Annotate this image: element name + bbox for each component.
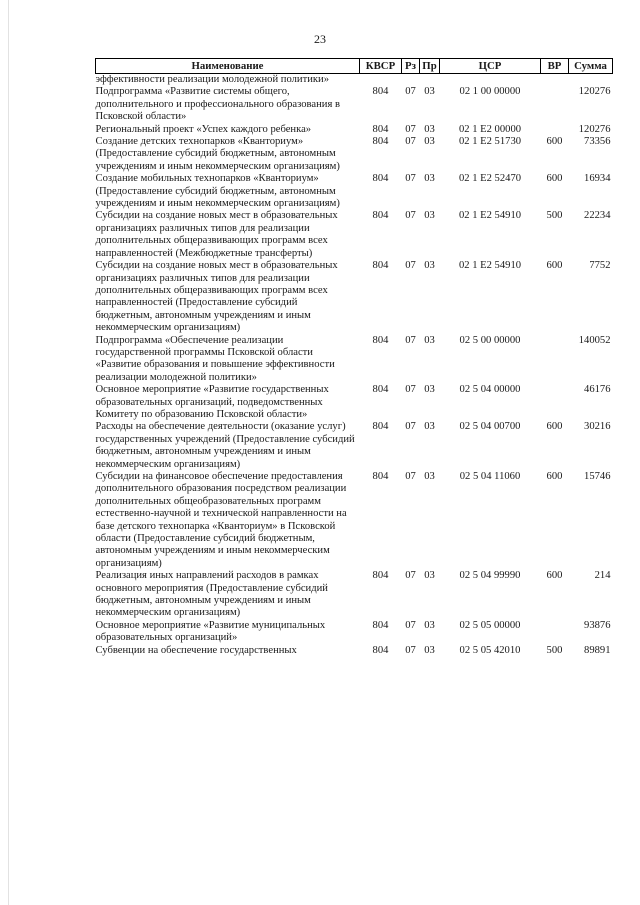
row-pr: 03	[424, 334, 435, 346]
row-sum: 15746	[584, 471, 611, 482]
row-sum: 7752	[589, 260, 611, 272]
row-rz: 07	[405, 334, 416, 346]
row-sum: 214	[594, 570, 611, 582]
row-name: Региональный проект «Успех каждого ребенка»	[95, 123, 312, 135]
table-row	[96, 210, 613, 260]
row-sum: 140052	[578, 334, 611, 346]
row-rz: 07	[405, 123, 416, 135]
row-rz: 07	[405, 570, 416, 582]
row-pr: 03	[424, 136, 435, 148]
header-csr: ЦСР	[440, 59, 541, 74]
table-row	[96, 645, 613, 657]
row-csr: 02 1 E2 52470	[458, 173, 522, 185]
row-csr: 02 5 04 99990	[459, 570, 521, 582]
scan-edge	[8, 0, 9, 905]
header-sum: Сумма	[569, 59, 613, 74]
row-name: Создание детских технопарков «Кванториум» (Предоставление субсидий бюджетным, автономным учреждениям и иным некоммерческим организациям)	[95, 136, 340, 172]
row-rz: 07	[405, 644, 416, 656]
row-name: Субвенции на обеспечение государственных	[95, 644, 297, 656]
row-csr: 02 1 E2 54910	[458, 260, 522, 272]
row-vr: 600	[546, 136, 563, 148]
budget-table	[95, 58, 613, 657]
row-sum: 16934	[584, 173, 611, 185]
row-rz: 07	[405, 260, 416, 272]
row-vr: 600	[546, 570, 563, 582]
table-row	[96, 471, 613, 570]
row-kvsr: 804	[372, 619, 389, 631]
row-name: Субсидии на создание новых мест в образовательных организациях различных типов для реализации дополнительных общеразвивающих программ всех направленностей (Предоставление субсидий бюджетным, автономным учреждениям и иным некоммерческим организациям)	[95, 260, 338, 334]
table-row	[96, 260, 613, 334]
row-kvsr: 804	[372, 421, 389, 433]
table-row	[96, 86, 613, 123]
row-csr	[440, 74, 541, 87]
row-vr	[541, 620, 569, 645]
row-kvsr: 804	[372, 570, 389, 582]
row-name: Реализация иных направлений расходов в рамках основного мероприятия (Предоставление субсидий бюджетным, автономным учреждениям и иным некоммерческим организациям)	[95, 570, 328, 619]
table-row	[96, 124, 613, 136]
row-kvsr	[360, 74, 402, 87]
row-pr: 03	[424, 384, 435, 396]
row-pr: 03	[424, 471, 435, 482]
row-kvsr: 804	[372, 334, 389, 346]
row-pr: 03	[424, 210, 435, 222]
row-sum: 93876	[584, 619, 611, 631]
row-rz: 07	[405, 384, 416, 396]
row-name: эффективности реализации молодежной политики»	[95, 74, 329, 85]
table-row	[96, 173, 613, 210]
row-csr: 02 1 E2 54910	[458, 210, 522, 222]
row-vr: 600	[546, 471, 563, 482]
row-csr: 02 1 E2 51730	[458, 136, 522, 148]
row-pr: 03	[424, 644, 435, 656]
row-vr: 500	[546, 210, 563, 222]
row-vr	[541, 86, 569, 123]
row-pr: 03	[424, 173, 435, 185]
table-row	[96, 136, 613, 173]
row-csr: 02 5 04 11060	[459, 471, 521, 482]
table-row	[96, 570, 613, 620]
row-csr: 02 1 E2 00000	[458, 123, 522, 135]
row-vr: 600	[546, 260, 563, 272]
row-rz: 07	[405, 471, 416, 482]
row-pr: 03	[424, 260, 435, 272]
header-name: Наименование	[96, 59, 360, 74]
row-rz: 07	[405, 210, 416, 222]
row-vr	[541, 74, 569, 87]
row-name: Основное мероприятие «Развитие муниципальных образовательных организаций»	[95, 619, 326, 644]
row-name: Субсидии на создание новых мест в образовательных организациях различных типов для реализации дополнительных общеразвивающих программ всех направленностей (Межбюджетные трансферты)	[95, 210, 338, 259]
row-kvsr: 804	[372, 210, 389, 222]
row-csr: 02 5 05 42010	[459, 644, 521, 656]
row-csr: 02 5 00 00000	[459, 334, 521, 346]
row-kvsr: 804	[372, 86, 389, 98]
row-pr	[420, 74, 440, 87]
row-kvsr: 804	[372, 260, 389, 272]
table-row	[96, 421, 613, 471]
row-sum	[569, 74, 613, 87]
row-sum: 22234	[584, 210, 611, 222]
table-row	[96, 74, 613, 87]
table-row	[96, 384, 613, 421]
row-pr: 03	[424, 619, 435, 631]
row-name: Создание мобильных технопарков «Кванториум» (Предоставление субсидий бюджетным, автономным учреждениям и иным некоммерческим организациям)	[95, 173, 340, 210]
row-rz: 07	[405, 173, 416, 185]
row-rz	[402, 74, 420, 87]
row-pr: 03	[424, 123, 435, 135]
row-pr: 03	[424, 570, 435, 582]
row-kvsr: 804	[372, 173, 389, 185]
header-kvsr: КВСР	[360, 59, 402, 74]
row-kvsr: 804	[372, 384, 389, 396]
row-vr	[541, 384, 569, 421]
row-kvsr: 804	[372, 644, 389, 656]
row-name: Подпрограмма «Развитие системы общего, дополнительного и профессионального образования в Псковской области»	[95, 86, 340, 123]
row-csr: 02 5 04 00000	[459, 384, 521, 396]
row-csr: 02 1 00 00000	[459, 86, 521, 98]
header-pr: Пр	[420, 59, 440, 74]
row-sum: 89891	[584, 644, 611, 656]
row-sum: 30216	[584, 421, 611, 433]
row-rz: 07	[405, 619, 416, 631]
table-header-row	[96, 59, 613, 74]
row-sum: 120276	[578, 86, 611, 98]
row-kvsr: 804	[372, 123, 389, 135]
row-name: Расходы на обеспечение деятельности (оказание услуг) государственных учреждений (Предоставление субсидий бюджетным, автономным учреждениям и иным некоммерческим организациям)	[95, 421, 355, 470]
row-pr: 03	[424, 421, 435, 433]
row-name: Основное мероприятие «Развитие государственных образовательных организаций, подведомственных Комитету по образованию Псковской области»	[95, 384, 329, 420]
row-rz: 07	[405, 421, 416, 433]
row-rz: 07	[405, 86, 416, 98]
row-vr	[541, 124, 569, 136]
row-csr: 02 5 05 00000	[459, 619, 521, 631]
row-vr: 600	[546, 173, 563, 185]
row-name: Подпрограмма «Обеспечение реализации государственной программы Псковской области «Развитие образования и повышение эффективности реализации молодежной политики»	[95, 334, 335, 383]
row-sum: 73356	[584, 136, 611, 148]
row-csr: 02 5 04 00700	[459, 421, 521, 433]
row-vr: 600	[546, 421, 563, 433]
row-name: Субсидии на финансовое обеспечение предоставления дополнительного образования посредством реализации дополнительных общеобразовательных программ естественно-научной и технической направленности на базе детского технопарка «Кванториум» в Псковской области (Предоставление субсидий бюджетным, автономным учреждениям и иным некоммерческим организациям)	[95, 471, 347, 569]
header-vr: ВР	[541, 59, 569, 74]
page-number: 23	[314, 32, 326, 46]
row-pr: 03	[424, 86, 435, 98]
row-vr: 500	[546, 644, 563, 656]
row-kvsr: 804	[372, 471, 389, 482]
row-rz: 07	[405, 136, 416, 148]
row-kvsr: 804	[372, 136, 389, 148]
table-row	[96, 335, 613, 385]
row-sum: 46176	[584, 384, 611, 396]
table-row	[96, 620, 613, 645]
header-rz: Рз	[402, 59, 420, 74]
row-sum: 120276	[578, 123, 611, 135]
row-vr	[541, 335, 569, 385]
